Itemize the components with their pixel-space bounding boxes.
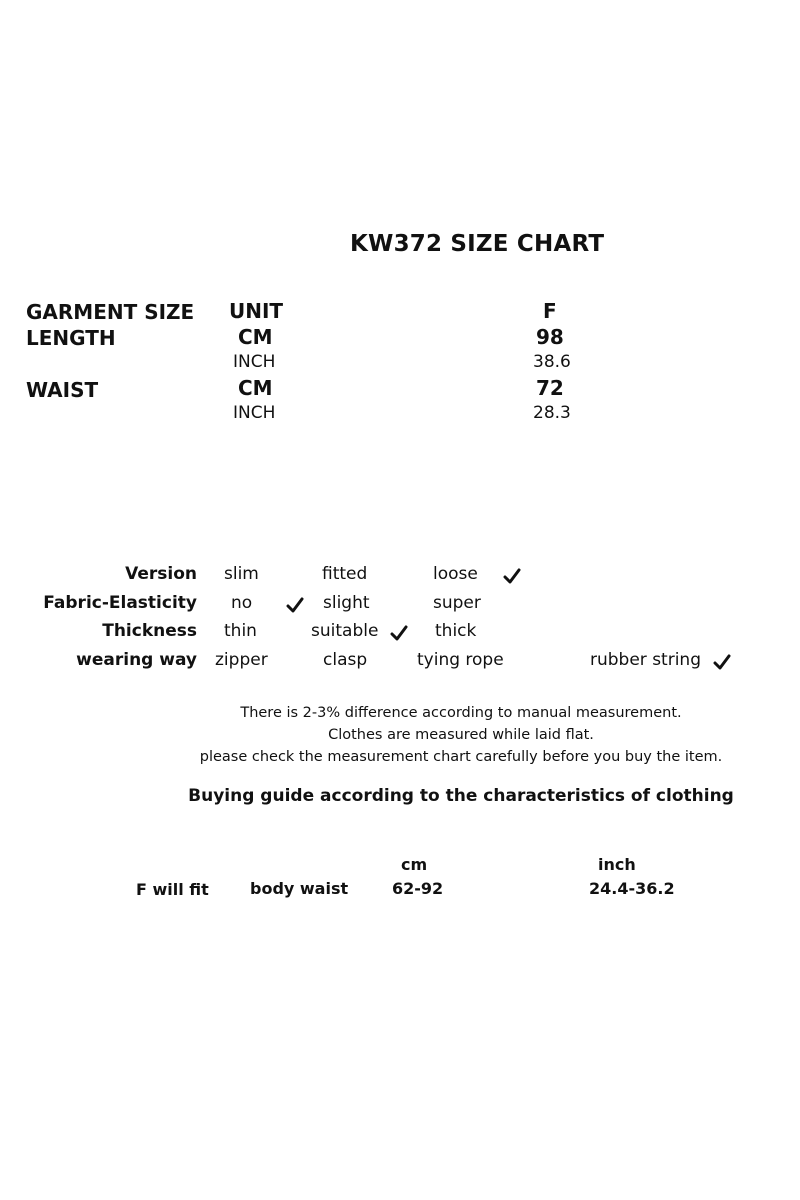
thickness-option-thick: thick — [435, 621, 477, 641]
fit-measure: body waist — [250, 879, 349, 898]
fit-header-inch: inch — [598, 855, 636, 874]
header-size-f: F — [543, 299, 557, 323]
row-waist-value: 72 — [536, 376, 564, 400]
fit-cm-range: 62-92 — [392, 879, 444, 898]
thickness-label: Thickness — [102, 621, 197, 641]
buying-guide-title: Buying guide according to the characteristics of clothing — [188, 786, 734, 806]
note-line-2: Clothes are measured while laid flat. — [328, 727, 594, 743]
elasticity-option-slight: slight — [323, 593, 370, 613]
fit-inch-range: 24.4-36.2 — [589, 879, 675, 898]
check-icon — [503, 567, 521, 585]
version-label: Version — [125, 564, 197, 584]
version-option-slim: slim — [224, 564, 259, 584]
header-unit: UNIT — [229, 299, 284, 323]
fit-header-cm: cm — [401, 855, 428, 874]
elasticity-option-no: no — [231, 593, 253, 613]
row-waist-unit: CM — [238, 376, 273, 400]
note-line-1: There is 2-3% difference according to manual measurement. — [240, 705, 682, 721]
row-length-unit: CM — [238, 325, 273, 349]
check-icon — [390, 624, 408, 642]
check-icon — [713, 653, 731, 671]
row-length-inch-unit: INCH — [233, 352, 276, 372]
check-icon — [286, 596, 304, 614]
row-length-inch-value: 38.6 — [533, 352, 571, 372]
fit-row-label: F will fit — [136, 880, 209, 899]
row-waist-inch-unit: INCH — [233, 403, 276, 423]
thickness-option-thin: thin — [224, 621, 257, 641]
wearing-way-label: wearing way — [76, 650, 197, 670]
row-length-value: 98 — [536, 325, 564, 349]
wearing-option-tying-rope: tying rope — [417, 650, 504, 670]
thickness-option-suitable: suitable — [311, 621, 379, 641]
wearing-option-clasp: clasp — [323, 650, 368, 670]
version-option-loose: loose — [433, 564, 478, 584]
row-waist-label: WAIST — [26, 378, 99, 402]
page-title: KW372 SIZE CHART — [350, 231, 605, 257]
version-option-fitted: fitted — [322, 564, 368, 584]
header-garment-size: GARMENT SIZE — [26, 300, 195, 324]
row-waist-inch-value: 28.3 — [533, 403, 571, 423]
elasticity-option-super: super — [433, 593, 481, 613]
note-line-3: please check the measurement chart carefully before you buy the item. — [199, 749, 723, 765]
row-length-label: LENGTH — [26, 326, 116, 350]
wearing-option-zipper: zipper — [215, 650, 268, 670]
wearing-option-rubber-string: rubber string — [590, 650, 701, 670]
elasticity-label: Fabric-Elasticity — [43, 593, 197, 613]
